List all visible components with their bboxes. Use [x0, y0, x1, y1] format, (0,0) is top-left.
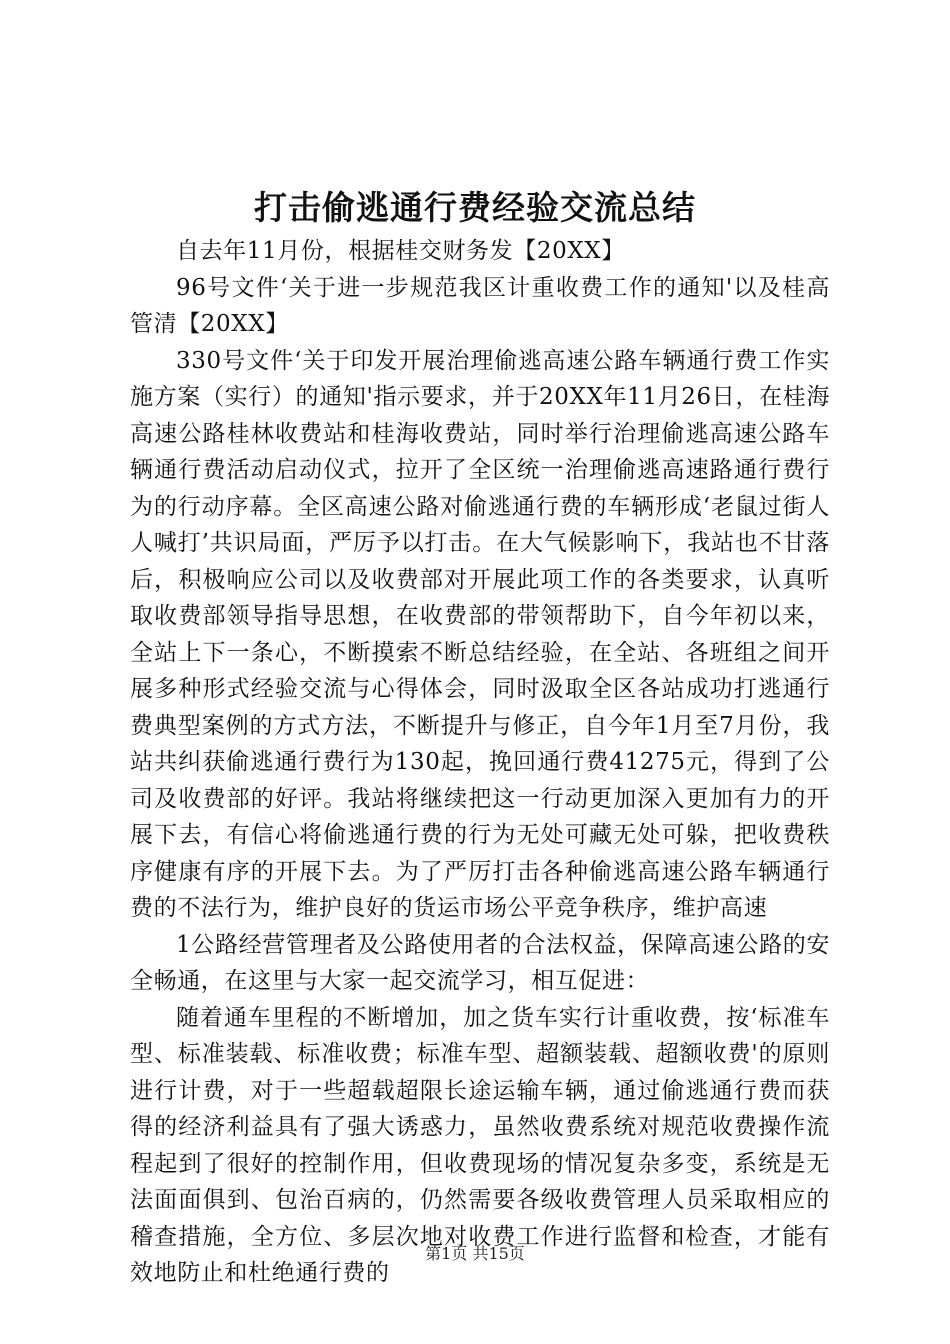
document-title: 打击偷逃通行费经验交流总结 — [254, 188, 696, 227]
page-number-footer: 第1页 共15页 — [425, 1244, 525, 1263]
paragraph: 1公路经营管理者及公路使用者的合法权益，保障高速公路的安全畅通，在这里与大家一起交流学习，相互促进： — [130, 931, 830, 994]
paragraph: 随着通车里程的不断增加，加之货车实行计重收费，按‘标准车型、标准装载、标准收费；标准车型、超额装载、超额收费'的原则进行计费，对于一些超载超限长途运输车辆，通过偷逃通行费而获得的经济利益具有了强大诱惑力，虽然收费系统对规范收费操作流程起到了很好的控制作用，但收费现场的情况复杂多变，系统是无法面面俱到、包治百病的，仍然需要各级收费管理人员采取相应的稽查措施，全方位、多层次地对收费工作进行监督和检查，才能有效地防止和杜绝通行费的 — [130, 1004, 830, 1286]
document-body — [130, 233, 830, 1292]
paragraph: 96号文件‘关于进一步规范我区计重收费工作的通知'以及桂高管清【20XX】 — [130, 274, 830, 337]
paragraph: 自去年11月份，根据桂交财务发【20XX】 — [176, 238, 625, 264]
paragraph: 330号文件‘关于印发开展治理偷逃高速公路车辆通行费工作实施方案（实行）的通知'指示要求，并于20XX年11月26日，在桂海高速公路桂林收费站和桂海收费站，同时举行治理偷逃高速公路车辆通行费活动启动仪式，拉开了全区统一治理偷逃高速路通行费行为的行动序幕。全区高速公路对偷逃通行费的车辆形成‘老鼠过街人人喊打’共识局面，严厉予以打击。在大气候影响下，我站也不甘落后，积极响应公司以及收费部对开展此项工作的各类要求，认真听取收费部领导指导思想，在收费部的带领帮助下，自今年初以来，全站上下一条心，不断摸索不断总结经验，在全站、各班组之间开展多种形式经验交流与心得体会，同时汲取全区各站成功打逃通行费典型案例的方式方法，不断提升与修正，自今年1月至7月份，我站共纠获偷逃通行费行为130起，挽回通行费41275元，得到了公司及收费部的好评。我站将继续把这一行动更加深入更加有力的开展下去，有信心将偷逃通行费的行为无处可藏无处可躲，把收费秩序健康有序的开展下去。为了严厉打击各种偷逃高速公路车辆通行费的不法行为，维护良好的货运市场公平竞争秩序，维护高速 — [130, 347, 830, 921]
